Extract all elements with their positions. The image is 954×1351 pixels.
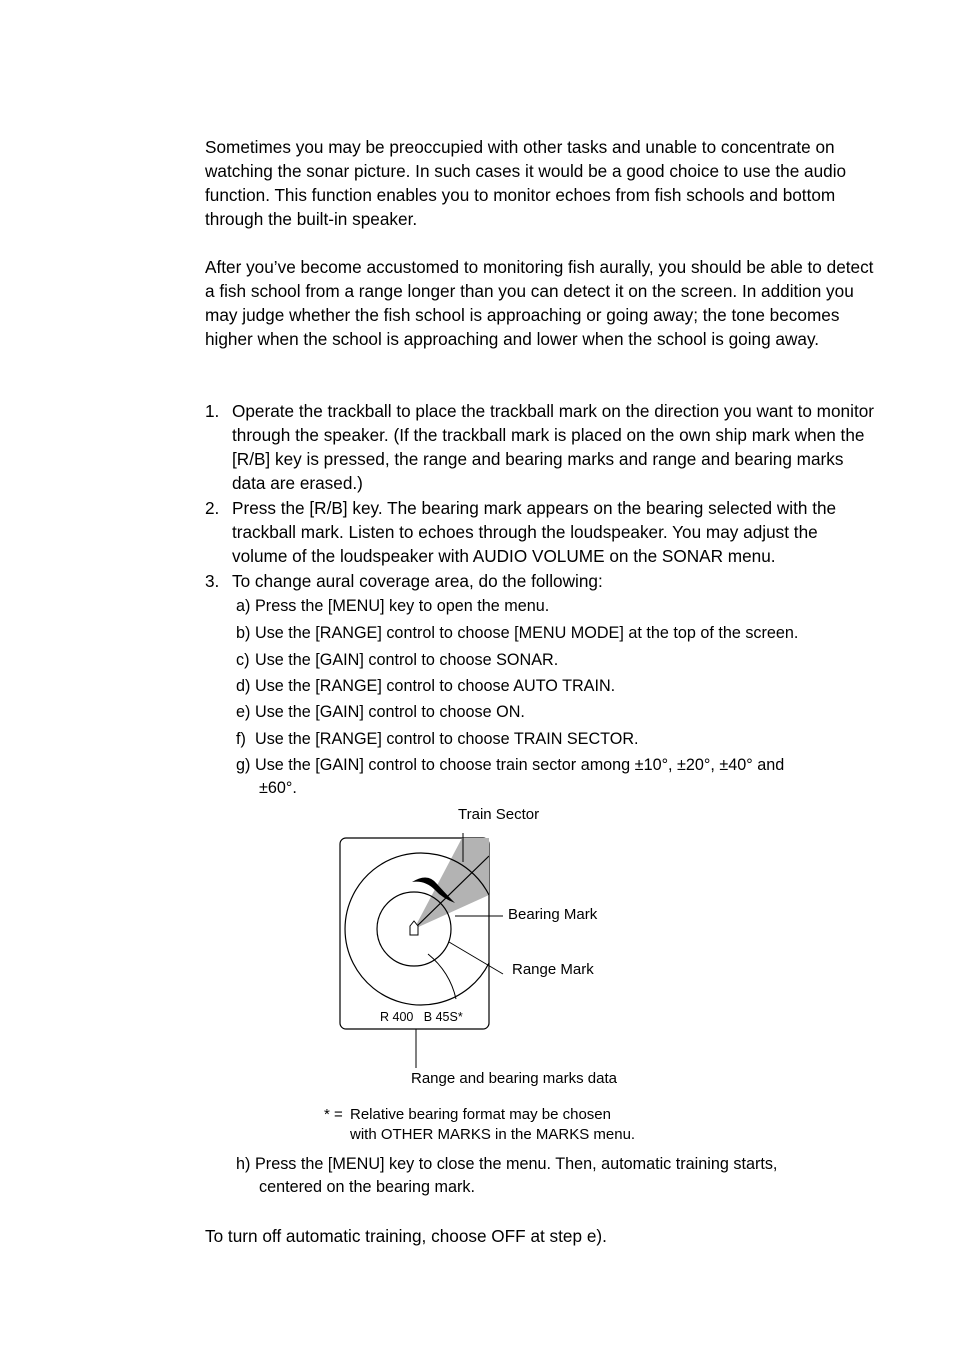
step-number: 1. bbox=[205, 401, 220, 421]
substep-text: Press the [MENU] key to open the menu. bbox=[255, 597, 550, 615]
step-number: 3. bbox=[205, 571, 220, 591]
intro-paragraph-2: After you’ve become accustomed to monitoring fish aurally, you should be able to detect a fish school from a range longer than you can detect it on the screen. In addition you may judge whether the fish school is approaching or going away; the tone becomes higher when the school is approaching and lower when the school is going away. bbox=[205, 257, 874, 349]
substep-letter: g) bbox=[236, 756, 251, 774]
label-range-mark: Range Mark bbox=[512, 961, 594, 978]
train-sector-shading bbox=[414, 838, 489, 929]
substep-continuation: ±60°. bbox=[259, 779, 297, 797]
substep-letter: e) bbox=[236, 703, 251, 721]
step-text: To change aural coverage area, do the following: bbox=[232, 571, 603, 591]
label-train-sector: Train Sector bbox=[458, 806, 540, 823]
step-text: Press the [R/B] key. The bearing mark appears on the bearing selected with the trackball mark. Listen to echoes through the loudspeaker. You may adjust the volume of the loudspeaker with AUDIO VOLUME on the SONAR menu. bbox=[232, 498, 837, 566]
leader-range-mark bbox=[449, 942, 503, 974]
substep-text: Use the [GAIN] control to choose train sector among ±10°, ±20°, ±40° and bbox=[255, 756, 785, 774]
note-line-1: Relative bearing format may be chosen bbox=[350, 1106, 611, 1123]
substep-text: Use the [GAIN] control to choose ON. bbox=[255, 703, 525, 721]
step-number: 2. bbox=[205, 498, 220, 518]
substep-letter: d) bbox=[236, 677, 251, 695]
substep-text: Use the [RANGE] control to choose TRAIN SECTOR. bbox=[255, 730, 639, 748]
substep-text: Use the [RANGE] control to choose AUTO TRAIN. bbox=[255, 677, 616, 695]
note-line-2: with OTHER MARKS in the MARKS menu. bbox=[350, 1126, 636, 1143]
step-text: Operate the trackball to place the trackball mark on the direction you want to monitor through the speaker. (If the trackball mark is placed on the own ship mark when the [R/B] key is pressed, the range and bearing marks and range and bearing marks data are erased.) bbox=[232, 401, 874, 493]
screen-readout: R 400 B 45S* bbox=[380, 1010, 463, 1024]
substep-letter: b) bbox=[236, 624, 251, 642]
own-ship-mark bbox=[410, 921, 418, 935]
substep-letter: a) bbox=[236, 597, 251, 615]
substep-continuation: centered on the bearing mark. bbox=[259, 1178, 475, 1196]
substep-text: Use the [RANGE] control to choose [MENU MODE] at the top of the screen. bbox=[255, 624, 799, 642]
label-rb-data: Range and bearing marks data bbox=[411, 1070, 617, 1087]
intro-paragraph-1: Sometimes you may be preoccupied with other tasks and unable to concentrate on watching the sonar picture. In such cases it would be a good choice to use the audio function. This function enables you to monitor echoes from fish schools and bottom through the built-in speaker. bbox=[205, 137, 847, 229]
label-bearing-mark: Bearing Mark bbox=[508, 906, 598, 923]
closing-paragraph: To turn off automatic training, choose OFF at step e). bbox=[205, 1226, 607, 1246]
substep-letter: c) bbox=[236, 651, 250, 669]
substep-text: Press the [MENU] key to close the menu. Then, automatic training starts, bbox=[255, 1155, 778, 1173]
substep-letter: f) bbox=[236, 730, 246, 748]
substep-letter: h) bbox=[236, 1155, 251, 1173]
note-star: * = bbox=[324, 1106, 343, 1123]
substep-h bbox=[236, 1153, 856, 1199]
substep-text: Use the [GAIN] control to choose SONAR. bbox=[255, 651, 559, 669]
